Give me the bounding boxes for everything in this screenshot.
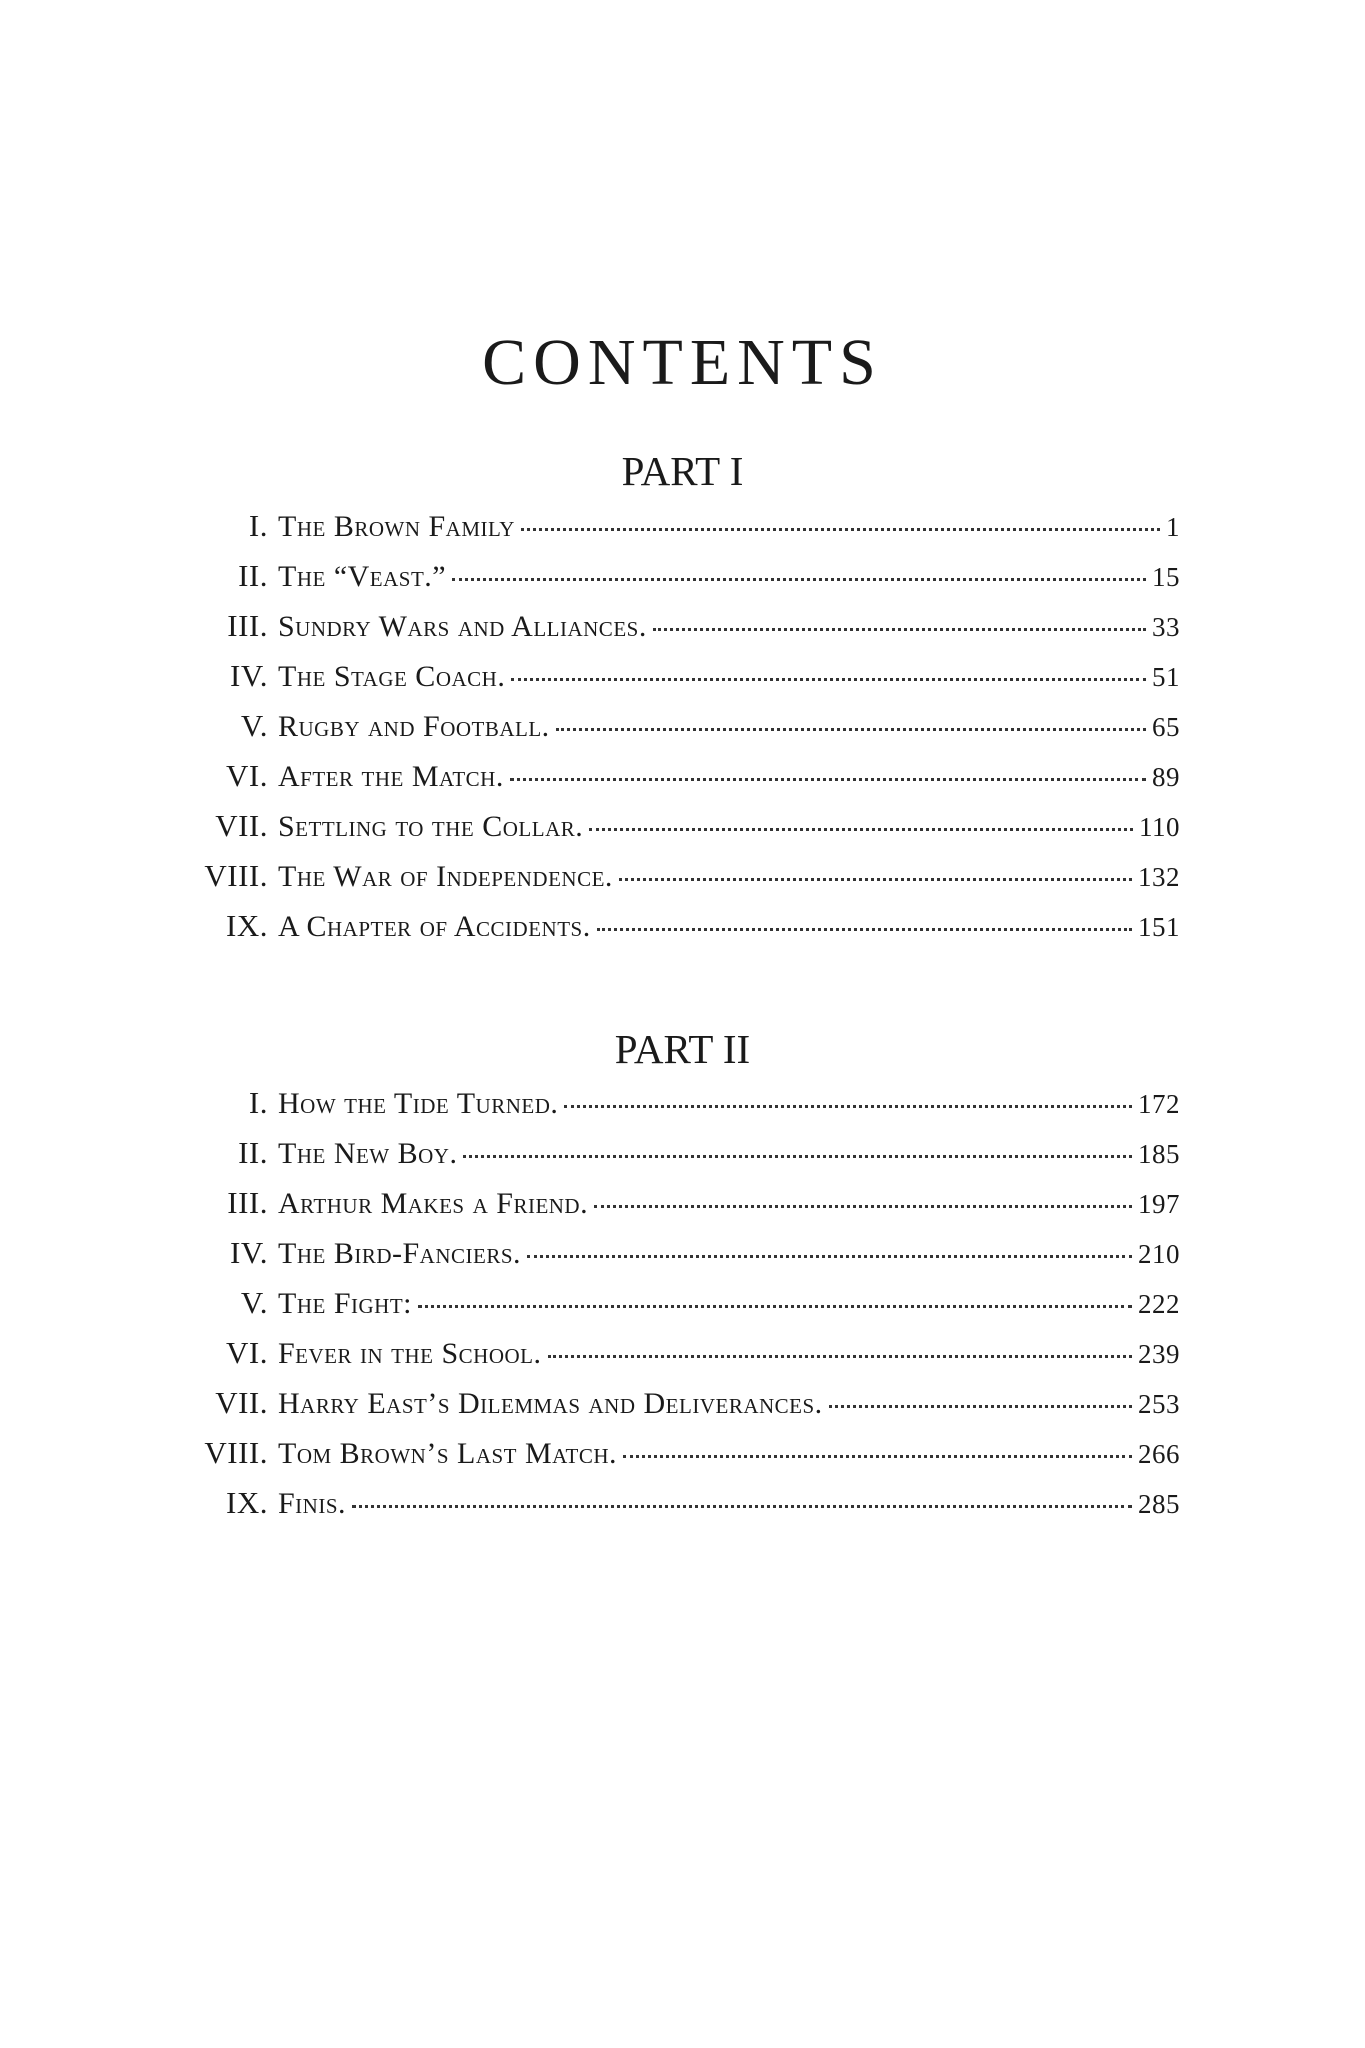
page-number: 253 [1138, 1389, 1180, 1419]
dot-leader [352, 1505, 1132, 1508]
part-1-chapter-list [180, 508, 1180, 958]
chapter-title: The War of Independence. [278, 860, 613, 893]
part-heading-2: PART II [614, 1026, 751, 1072]
dot-leader [829, 1405, 1132, 1408]
toc-entry[interactable] [180, 1135, 1180, 1185]
page-number: 15 [1152, 562, 1180, 592]
chapter-number: VI. [226, 1335, 268, 1370]
dot-leader [556, 728, 1146, 731]
chapter-title: How the Tide Turned. [278, 1087, 559, 1120]
page-number: 239 [1138, 1339, 1180, 1369]
dot-leader [589, 828, 1133, 831]
chapter-title: Tom Brown’s Last Match. [278, 1437, 618, 1470]
chapter-number: IX. [226, 908, 268, 943]
chapter-number: IX. [226, 1485, 268, 1520]
dot-leader [619, 878, 1132, 881]
chapter-title: The New Boy. [278, 1137, 458, 1170]
toc-entry[interactable] [180, 1235, 1180, 1285]
dot-leader [510, 778, 1146, 781]
chapter-title: Sundry Wars and Alliances. [278, 610, 647, 643]
chapter-title: Settling to the Collar. [278, 810, 584, 843]
chapter-number: IV. [230, 658, 268, 693]
page-number: 222 [1138, 1289, 1180, 1319]
toc-entry[interactable] [180, 508, 1180, 558]
dot-leader [511, 678, 1146, 681]
chapter-title: The Fight: [278, 1287, 412, 1320]
chapter-number: VI. [226, 758, 268, 793]
toc-entry[interactable] [180, 708, 1180, 758]
toc-entry[interactable] [180, 908, 1180, 958]
toc-entry[interactable] [180, 1185, 1180, 1235]
chapter-number: V. [240, 1285, 268, 1320]
page-number: 89 [1152, 762, 1180, 792]
chapter-number: II. [238, 558, 268, 593]
dot-leader [653, 628, 1146, 631]
page-number: 33 [1152, 612, 1180, 642]
toc-entry[interactable] [180, 1485, 1180, 1535]
dot-leader [521, 528, 1160, 531]
chapter-title: Rugby and Football. [278, 710, 550, 743]
toc-entry[interactable] [180, 658, 1180, 708]
toc-entry[interactable] [180, 1385, 1180, 1435]
dot-leader [594, 1205, 1132, 1208]
toc-entry[interactable] [180, 1085, 1180, 1135]
page-title: CONTENTS [482, 326, 883, 399]
dot-leader [452, 578, 1146, 581]
chapter-title: A Chapter of Accidents. [278, 910, 591, 943]
chapter-title: After the Match. [278, 760, 504, 793]
page-number: 197 [1138, 1189, 1180, 1219]
page-number: 51 [1152, 662, 1180, 692]
chapter-title: The Brown Family [278, 510, 515, 543]
dot-leader [597, 928, 1132, 931]
toc-entry[interactable] [180, 858, 1180, 908]
dot-leader [564, 1105, 1132, 1108]
page-number: 172 [1138, 1089, 1180, 1119]
page-number: 185 [1138, 1139, 1180, 1169]
dot-leader [623, 1455, 1132, 1458]
chapter-number: IV. [230, 1235, 268, 1270]
dot-leader [418, 1305, 1132, 1308]
toc-entry[interactable] [180, 608, 1180, 658]
chapter-title: Arthur Makes a Friend. [278, 1187, 589, 1220]
toc-entry[interactable] [180, 558, 1180, 608]
chapter-number: III. [227, 608, 268, 643]
dot-leader [548, 1355, 1132, 1358]
part-heading-1: PART I [621, 448, 744, 494]
toc-entry[interactable] [180, 808, 1180, 858]
chapter-number: VIII. [204, 1435, 268, 1470]
part-2-chapter-list [180, 1085, 1180, 1535]
page-number: 1 [1166, 512, 1180, 542]
toc-entry[interactable] [180, 1285, 1180, 1335]
chapter-number: VIII. [204, 858, 268, 893]
chapter-number: VII. [215, 1385, 268, 1420]
page-number: 285 [1138, 1489, 1180, 1519]
chapter-title: Finis. [278, 1487, 347, 1520]
dot-leader [463, 1155, 1132, 1158]
page-number: 266 [1138, 1439, 1180, 1469]
page-number: 110 [1139, 812, 1180, 842]
chapter-number: III. [227, 1185, 268, 1220]
chapter-title: Harry East’s Dilemmas and Deliverances. [278, 1387, 823, 1420]
chapter-title: Fever in the School. [278, 1337, 542, 1370]
chapter-number: VII. [215, 808, 268, 843]
page-number: 151 [1138, 912, 1180, 942]
toc-entry[interactable] [180, 1435, 1180, 1485]
chapter-number: V. [240, 708, 268, 743]
page-number: 210 [1138, 1239, 1180, 1269]
toc-entry[interactable] [180, 1335, 1180, 1385]
chapter-number: I. [248, 1085, 268, 1120]
chapter-title: The Bird-Fanciers. [278, 1237, 522, 1270]
chapter-number: I. [248, 508, 268, 543]
chapter-title: The Stage Coach. [278, 660, 506, 693]
dot-leader [527, 1255, 1132, 1258]
toc-entry[interactable] [180, 758, 1180, 808]
page-number: 132 [1138, 862, 1180, 892]
page-number: 65 [1152, 712, 1180, 742]
chapter-title: The “Veast.” [278, 560, 447, 593]
chapter-number: II. [238, 1135, 268, 1170]
